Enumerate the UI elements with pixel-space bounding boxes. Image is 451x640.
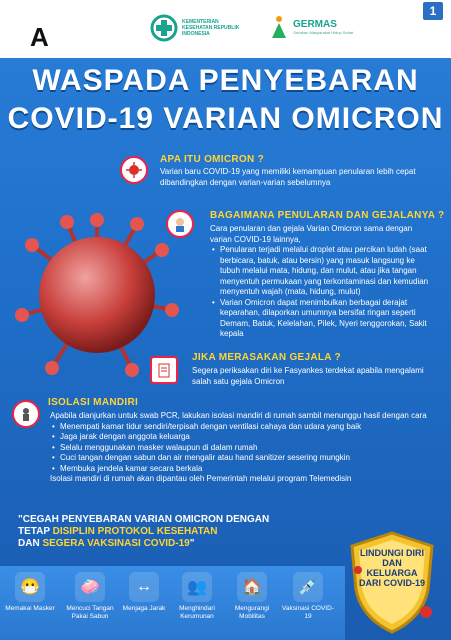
action-item <box>282 572 334 621</box>
quote-line-2 <box>18 526 269 538</box>
action-item <box>224 572 280 621</box>
kemenkes-logo <box>150 14 242 42</box>
isolasi-bullet: • Menempati kamar tidur sendiri/terpisah dengan ventilasi cahaya dan udara yang baik <box>60 422 445 433</box>
title-line-1: WASPADA PENYEBARAN <box>32 64 419 97</box>
action-item <box>118 572 170 613</box>
isolasi-intro: Apabila dianjurkan untuk swab PCR, lakukan isolasi mandiri di rumah sambil menunggu hasil dengan cara <box>50 411 427 420</box>
quote-line-3 <box>18 538 269 550</box>
title-line-2: COVID-19 VARIAN OMICRON <box>7 102 444 135</box>
germas-emblem-icon <box>268 14 290 40</box>
virus-small-icon <box>120 156 148 184</box>
isolasi-bullet: • Jaga jarak dengan anggota keluarga <box>60 432 445 443</box>
quote-l3c: " <box>189 538 195 549</box>
action-label: Memakai Masker <box>5 605 55 612</box>
action-item <box>60 572 120 621</box>
distance-icon: ↔ <box>129 572 159 602</box>
campaign-quote <box>18 514 269 550</box>
clipboard-icon <box>150 356 178 384</box>
quote-l2b: DISIPLIN PROTOKOL KESEHATAN <box>52 526 218 537</box>
quote-l3a: DAN <box>18 538 43 549</box>
quote-l3b: SEGERA VAKSINASI COVID-19 <box>42 538 190 549</box>
isolation-icon <box>12 400 40 428</box>
gejala-body: Segera periksakan diri ke Fasyankes terdekat apabila mengalami salah satu gejala Omicron <box>192 366 424 386</box>
isolasi-bullet: • Cuci tangan dengan sabun dan air mengalir atau hand sanitizer sesering mungkin <box>60 453 445 464</box>
isolasi-outro: Isolasi mandiri di rumah akan dipantau oleh Pemerintah melalui program Telemedisin <box>50 474 352 483</box>
quote-l2a: TETAP <box>18 526 53 537</box>
vaccine-icon: 💉 <box>293 572 323 602</box>
isolasi-body <box>50 411 445 485</box>
house-icon: 🏠 <box>237 572 267 602</box>
corner-label: A <box>30 22 49 52</box>
isolasi-heading: ISOLASI MANDIRI <box>48 397 139 408</box>
action-label: Mencuci Tangan Pakai Sabun <box>66 605 114 620</box>
penularan-bullet: • Penularan terjadi melalui droplet atau percikan ludah (saat berbicara, batuk, atau bersin) yang masuk langsung ke tubuh melalui mata, hidung, dan mulut, atau jika tangan menyentuh permukaan yang terkontaminasi dan kemudian menyentuh wajah (mata, hidung, mulut) <box>220 245 435 298</box>
action-label: Menghindari Kerumunan <box>179 605 215 620</box>
action-label: Mengurangi Mobilitas <box>234 605 270 620</box>
apa-body: Varian baru COVID-19 yang memiliki kemampuan penularan lebih cepat dibandingkan dengan varian-varian sebelumnya <box>160 167 416 187</box>
crowd-icon: 👥 <box>182 572 212 602</box>
apa-heading: APA ITU OMICRON ? <box>160 154 264 165</box>
penularan-bullet: • Varian Omicron dapat menimbulkan berbagai derajat keparahan, dilaporkan umumnya bersifat ringan seperti Demam, Batuk, Kelelahan, Pilek, Nyeri tenggorokan, Sakit kepala <box>220 298 435 340</box>
action-label: Menjaga Jarak <box>122 605 166 612</box>
action-item <box>168 572 226 621</box>
action-label: Vaksinasi COVID-19 <box>282 605 334 620</box>
handwash-icon: 🧼 <box>75 572 105 602</box>
page-number: 1 <box>423 2 443 20</box>
mask-icon: 😷 <box>15 572 45 602</box>
kemenkes-text: KEMENTERIAN KESEHATAN REPUBLIK INDONESIA <box>182 19 240 37</box>
action-item <box>4 572 56 613</box>
germas-logo <box>268 14 353 40</box>
isolasi-bullet: • Selalu menggunakan masker walaupun di dalam rumah <box>60 443 445 454</box>
kemenkes-emblem-icon <box>150 14 178 42</box>
shield-text: LINDUNGI DIRI DAN KELUARGA DARI COVID-19 <box>358 548 425 588</box>
penularan-heading: BAGAIMANA PENULARAN DAN GEJALANYA ? <box>210 210 445 221</box>
gejala-heading: JIKA MERASAKAN GEJALA ? <box>192 352 341 363</box>
quote-line-1: "CEGAH PENYEBARAN VARIAN OMICRON DENGAN <box>18 514 270 525</box>
isolasi-bullet: • Membuka jendela kamar secara berkala <box>60 464 445 475</box>
person-cough-icon <box>166 210 194 238</box>
virus-illustration-icon <box>12 210 182 380</box>
germas-sub: Gerakan Masyarakat Hidup Sehat <box>293 30 354 35</box>
penularan-body <box>210 224 435 340</box>
germas-name: GERMAS <box>293 19 337 30</box>
penularan-intro: Cara penularan dan gejala Varian Omicron sama dengan varian COVID-19 lainnya, <box>210 224 413 244</box>
